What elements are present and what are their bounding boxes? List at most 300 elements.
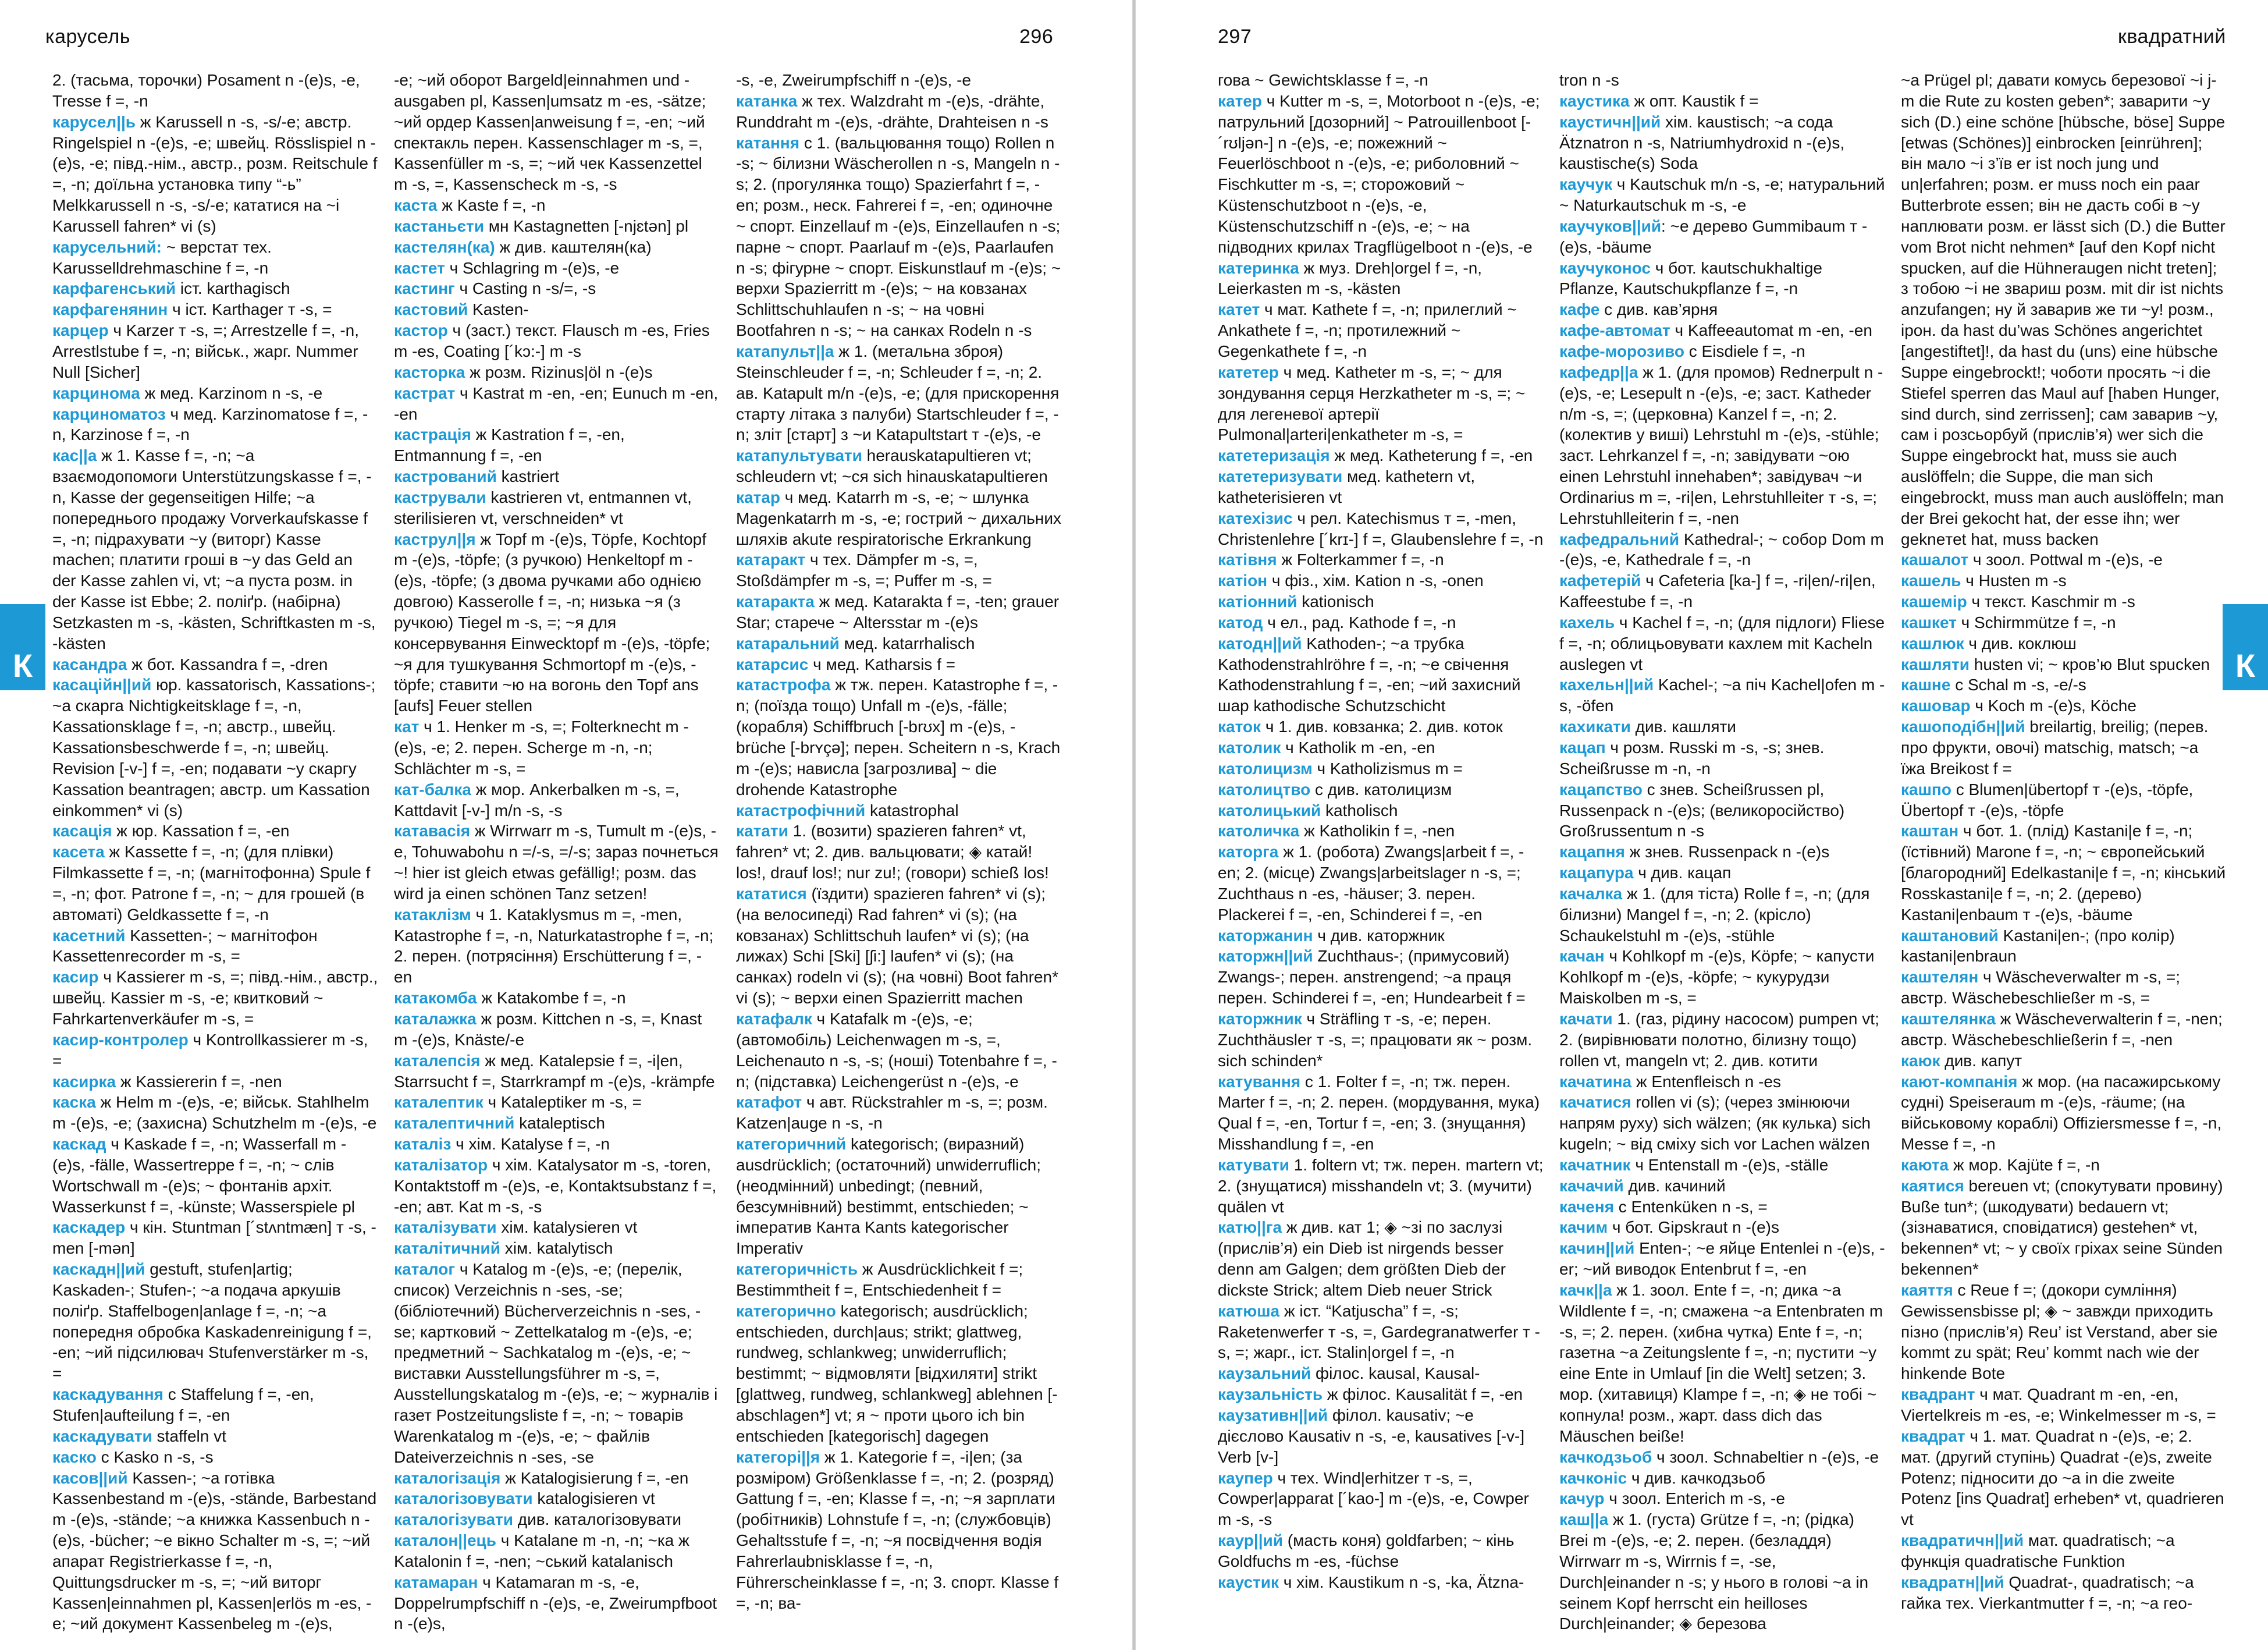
dictionary-entry [1901, 696, 2227, 716]
entry-body: ч мат. Quadrant m -en, -en, Viertelkreis m -es, -e; Winkelmesser m -s, = [1901, 1385, 2216, 1424]
entry-body: ж Entenfleisch n -es [1631, 1072, 1781, 1091]
dictionary-entry [394, 1572, 720, 1635]
entry-headword: католицизм [1218, 759, 1313, 778]
entry-body: ч ел., рад. Kathode f =, -n [1263, 613, 1456, 631]
entry-body: Kassetten-; ~ магнітофон Kassettenrecorder m -s, = [52, 926, 318, 966]
entry-headword: карцинома [52, 384, 140, 402]
entry-headword: карциноматоз [52, 404, 166, 423]
entry-headword: кастет [394, 258, 445, 277]
dictionary-entry [1901, 1155, 2227, 1176]
dictionary-entry [1559, 258, 1885, 300]
dictionary-entry [1901, 1176, 2227, 1280]
entry-headword: качатися [1559, 1093, 1631, 1112]
entry-body: ч див. коклюш [1964, 634, 2077, 652]
entry-body: ч див. каторжник [1313, 926, 1445, 945]
entry-body: ч Schlagring m -(e)s, -e [445, 258, 620, 277]
entry-headword: каскадувати [52, 1427, 152, 1445]
entry-body: с Schal m -s, -e/-s [1950, 676, 2086, 694]
entry-body: ж див. каштелян(ка) [495, 237, 652, 256]
tab-letter: К [2235, 647, 2256, 684]
entry-body: ч Katalane m -n, -n; ~ка ж Katalonin f =, -nen; ~ський katalanisch [394, 1531, 689, 1570]
dictionary-entry [52, 1468, 378, 1635]
dictionary-entry [1218, 508, 1544, 550]
dictionary-entry [1901, 925, 2227, 967]
entry-body: ж Wirrwarr m -s, Tumult m -(e)s, -e, Tohuwabohu n =/-s, =/-s; зараз почнеться ~! hier ist gleich etwas gefällig!; розм. das wird ja einen schönen Tanz setzen! [394, 822, 719, 903]
entry-headword: касандра [52, 655, 127, 673]
entry-body: ч Kutter m -s, =, Motorboot n -(e)s, -e; патрульний [дозорний] ~ Patrouillenboot [-´rʊljən-] n -(e)s, -e; пожежний ~ Feuerlöschboot n -(e)s, -e; риболовний ~ Fischkutter m -s, =; сторожовий ~ Küstenschutzboot n -(e)s, -e, Küstenschutzschiff n -(e)s, -e; ~ на підводних крилах Tragflügelboot n -(e)s, -e [1218, 91, 1540, 256]
entry-headword: каустик [1218, 1573, 1279, 1591]
dictionary-entry [1218, 1009, 1544, 1071]
dictionary-entry [52, 1030, 378, 1071]
dictionary-entry [1218, 362, 1544, 445]
entry-body: ж мор. Ankerbalken m -s, =, Kattdavit [-v-] m/n -s, -s [394, 780, 680, 819]
dictionary-entry [736, 1447, 1062, 1614]
dictionary-entry [736, 487, 1062, 550]
dictionary-entry [394, 383, 720, 425]
entry-headword: катаракт [736, 551, 806, 569]
entry-body: ж мед. Karzinom n -s, -e [140, 384, 323, 402]
entry-headword: касація [52, 822, 112, 840]
entry-headword: каталептичний [394, 1114, 515, 1133]
entry-body: ч 1. Kataklysmus m =, -men, Katastrophe f =, -n, Naturkatastrophe f =, -n; 2. перен. (потрясіння) Erschütterung f =, -en [394, 905, 714, 987]
entry-body: ж 1. Kasse f =, -n; ~а взаємодопомоги Unterstützungskasse f =, -n, Kasse der gegenseitigen Hilfe; ~а попереднього продажу Vorverkaufskasse f =, -n; підрахувати ~у (виторг) Kasse machen; платити гроші в ~у das Geld an der Kasse zahlen vi, vt; ~а пуста розм. in der Kasse ist Ebbe; 2. поліґр. (набірна) Setzkasten m -s, -kästen, Schriftkasten m -s, -kästen [52, 446, 376, 652]
dictionary-entry [394, 529, 720, 717]
dictionary-entry [1901, 591, 2227, 612]
entry-headword: каско [52, 1447, 97, 1466]
entry-body: с знев. Scheißrussen pl, Russenpack n -(e)s; (великоросійство) Großrussentum n -s [1559, 780, 1845, 840]
entry-headword: каур||ий [1218, 1531, 1283, 1550]
dict-column [1901, 70, 2227, 1613]
entry-headword: каскадн||ий [52, 1260, 145, 1279]
entry-body: ч мед. Katharsis f = [808, 655, 955, 673]
entry-body: ч тех. Dämpfer m -s, =, Stoßdämpfer m -s, =; Puffer m -s, = [736, 551, 992, 590]
entry-body: ж тж. перен. Katastrophe f =, -n; (поїзда тощо) Unfall m -(e)s, -fälle; (корабля) Schiffbruch [-brʊx] m -(e)s, -brüche [-brʏçə]; перен. Scheitern n -s, Krach m -(e)s; нависла [загрозлива] ~ die drohende Katastrophe [736, 676, 1061, 799]
entry-body: ч Katholik m -en, -en [1281, 739, 1435, 757]
dictionary-entry [1559, 362, 1885, 529]
dictionary-entry [52, 299, 378, 320]
entry-headword: катапультувати [736, 446, 862, 465]
dictionary-entry [1901, 570, 2227, 591]
entry-body: ж Katakombe f =, -n [477, 989, 626, 1007]
entry-body: Kasten- [468, 300, 529, 319]
dictionary-entry [52, 1217, 378, 1259]
entry-body: Kachel-; ~а піч Kachel|ofen m -s, -öfen [1559, 676, 1885, 715]
entry-headword: каталон||ець [394, 1531, 496, 1550]
dictionary-entry [1559, 570, 1885, 612]
entry-body: філол. kausativ; ~е дієслово Kausativ n -s, -e, kausatives [-v-] Verb [v-] [1218, 1406, 1525, 1466]
entry-headword: кашляти [1901, 655, 1970, 673]
entry-body: Kastani|en-; (про колір) kastani|enbraun [1901, 926, 2175, 966]
entry-headword: каучуконос [1559, 258, 1651, 277]
entry-headword: катувати [1218, 1155, 1289, 1174]
entry-headword: карусельний: [52, 237, 162, 256]
entry-headword: кахикати [1559, 718, 1631, 736]
entry-headword: катюша [1218, 1301, 1280, 1320]
entry-body: ч Kontrollkassierer m -s, = [52, 1030, 368, 1070]
dictionary-entry [52, 320, 378, 383]
entry-body: ж Helm m -(e)s, -e; військ. Stahlhelm m -(e)s, -e; (захисна) Schutzhelm m -(e)s, -e [52, 1093, 377, 1133]
entry-headword: качконіс [1559, 1468, 1627, 1487]
entry-headword: катафот [736, 1093, 802, 1112]
dictionary-entry [52, 112, 378, 237]
entry-body: ч Katholizismus m = [1312, 759, 1463, 778]
entry-headword: кастаньєти [394, 217, 484, 235]
entry-body: ч Katalog m -(e)s, -e; (перелік, список) Verzeichnis n -ses, -se; (бібліотечний) Bücherverzeichnis n -ses, -se; картковий ~ Zettelkatalog m -(e)s, -e; предметний ~ Sachkatalog m -(e)s, -e; ~ виставки Ausstellungsführer m -s, =, Ausstellungskatalog m -(e)s, -e; ~ журналів і газет Postzeitungsliste f =, -n; ~ товарів Warenkatalog m -(e)s, -e; ~ файлів Dateiverzeichnis n -ses, -se [394, 1260, 718, 1466]
dictionary-entry [1559, 1488, 1885, 1509]
entry-headword: каштановий [1901, 926, 1999, 945]
dict-column [394, 70, 720, 1634]
entry-headword: квадратн||ий [1901, 1573, 2004, 1591]
dictionary-entry [1218, 1405, 1544, 1468]
entry-body: ж Topf m -(e)s, Töpfe, Kochtopf m -(e)s, -töpfe; (з ручкою) Henkeltopf m -(e)s, -töpfe; (з двома ручками або однією довгою) Kasserolle f =, -n; низька ~я (з ручкою) Tiegel m -s, =; ~я для консервування Einwecktopf m -(e)s, -töpfe; ~я для тушкування Schmortopf m -(e)s, -töpfe; ставити ~ю на вогонь den Topf ans [aufs] Feuer stellen [394, 530, 710, 715]
entry-body: мн Kastagnetten [-njɛtən] pl [484, 217, 689, 235]
entry-body: юр. kassatorisch, Kassations-; ~а скарга Nichtigkeitsklage f =, -n, Kassationsklage f =, -n; австр., швейц. Kassationsbeschwerde f =, -n; швейц. Revision [-v-] f =, -en; подавати ~у скаргу Kassation beantragen; австр. um Kassation einkommen* vi (s) [52, 676, 376, 819]
entry-body: ж мед. Katheterung f =, -en [1329, 446, 1533, 465]
dictionary-entry [1901, 633, 2227, 654]
entry-headword: катаклізм [394, 905, 471, 924]
entry-headword: кацап [1559, 739, 1606, 757]
entry-headword: качалка [1559, 884, 1623, 903]
entry-body: ж філос. Kausalität f =, -en [1323, 1385, 1523, 1404]
entry-headword: кашпо [1901, 780, 1951, 799]
dictionary-entry [736, 821, 1062, 883]
entry-headword: католичка [1218, 822, 1300, 840]
entry-body: с див. католицизм [1310, 780, 1452, 799]
dictionary-entry [1218, 466, 1544, 508]
entry-body: kastrieren vt, entmannen vt, sterilisieren vt, verschneiden* vt [394, 488, 692, 527]
entry-body: ч Kachel f =, -n; (для підлоги) Fliese f =, -n; облицьовувати кахлем mit Kacheln auslegen vt [1559, 613, 1885, 673]
entry-body: ч Katafalk m -(e)s, -e; (автомобіль) Leichenwagen m -s, =, Leichenauto n -s, -s; (ноші) Totenbahre f =, -n; (підставка) Leichengerüst n -(e)s, -e [736, 1009, 1057, 1091]
entry-headword: кастрат [394, 384, 456, 402]
dictionary-entry [1901, 1384, 2227, 1426]
entry-body: с див. кав’ярня [1599, 300, 1718, 319]
entry-body: гова ~ Gewichtsklasse f =, -n [1218, 71, 1428, 89]
entry-body: с Reue f =; (докори сумління) Gewissensbisse pl; ◈ ~ завжди приходить пізно (прислів’я) Reu’ ist Verstand, aber sie kommt zu spät; Reu’ kommt nach wie der hinkende Bote [1901, 1280, 2218, 1383]
entry-body: (їздити) spazieren fahren* vi (s); (на велосипеді) Rad fahren* vi (s); (на ковзанах) Schlittschuh laufen* vi (s); (на лижах) Schi [Ski] [ʃi:] laufen* vi (s); (на санках) rodeln vi (s); (на човні) Boot fahren* vi (s); ~ верхи einen Spazierritt machen [736, 884, 1059, 1007]
entry-headword: кастелян(ка) [394, 237, 495, 256]
entry-headword: каяття [1901, 1280, 1953, 1299]
entry-body: husten vi; ~ кров’ю Blut spucken [1969, 655, 2210, 673]
entry-headword: каталогізовувати [394, 1489, 533, 1508]
entry-headword: каста [394, 196, 438, 215]
dictionary-entry [1218, 716, 1544, 737]
entry-headword: каторжник [1218, 1009, 1302, 1028]
dictionary-entry [1559, 1197, 1885, 1218]
entry-headword: категорично [736, 1301, 836, 1320]
entry-headword: катафалк [736, 1009, 812, 1028]
entry-body: 1. (газ, рідину насосом) pumpen vt; 2. (вирівнювати полотно, білизну тощо) rollen vt, mangeln vt; 2. див. котити [1559, 1009, 1879, 1070]
entry-body: с Blumen|übertopf т -(e)s, -töpfe, Übertopf т -(e)s, -töpfe [1901, 780, 2194, 819]
entry-headword: квадрат [1901, 1427, 1965, 1445]
entry-body: ж бот. Kassandra f =, -dren [127, 655, 328, 673]
entry-body: katalogisieren vt [532, 1489, 655, 1508]
entry-body: ч зоол. Pottwal m -(e)s, -e [1968, 551, 2163, 569]
entry-headword: кастрація [394, 425, 471, 444]
entry-headword: каучук [1559, 175, 1612, 194]
entry-body: ж опт. Kaustik f = [1629, 91, 1759, 110]
entry-body: ч Kohlkopf m -(e)s, Köpfe; ~ капусти Kohlkopf m -(e)s, -köpfe; ~ кукурудзи Maiskolben m -s, = [1559, 947, 1875, 1007]
entry-body: kastriert [496, 467, 560, 486]
entry-headword: карусел||ь [52, 112, 136, 131]
entry-body: ч Casting n -s/=, -s [454, 279, 596, 298]
dictionary-entry [1901, 967, 2227, 1009]
entry-body: Kathoden-; ~а трубка Kathodenstrahlröhre f =, -n; ~е свічення Kathodenstrahlung f =, -en; ~ий захисний шар kathodische Schutzschicht [1218, 634, 1521, 715]
entry-headword: касетний [52, 926, 126, 945]
dictionary-entry [394, 466, 720, 487]
dictionary-entry [736, 1092, 1062, 1134]
dictionary-entry [736, 445, 1062, 487]
dictionary-entry [394, 988, 720, 1009]
entry-headword: кашкет [1901, 613, 1957, 631]
dictionary-entry [1559, 1238, 1885, 1280]
entry-headword: каскадування [52, 1385, 164, 1404]
entry-body: ч Katamaran m -s, -e, Doppelrumpfschiff n -(e)s, -e, Zweirumpfboot n -(e)s, [394, 1573, 717, 1633]
entry-body: мед. katarrhalisch [839, 634, 975, 652]
entry-body: ж 1. (густа) Grütze f =, -n; (рідка) Brei m -(e)s, -e; 2. перен. (безладдя) Wirrwarr m -s, Wirrnis f =, -se, Durch|einander n -s; у нього в голові ~а in seinem Kopf herrscht ein heilloses Durch|einander; ◈ березова [1559, 1510, 1869, 1633]
entry-headword: категорі||я [736, 1447, 820, 1466]
dictionary-entry [736, 633, 1062, 654]
entry-body: ч хім. Kaustikum n -s, -ka, Ätzna- [1278, 1573, 1524, 1591]
entry-headword: качан [1559, 947, 1605, 966]
entry-body: ж 1. зоол. Ente f =, -n; дика ~а Wildlente f =, -n; смажена ~а Entenbraten m -s, =; 2. перен. (хибна чутка) Ente f =, -n; газетна ~а Zeitungslente f =, -n; пустити ~у eine Ente in Umlauf [in die Welt] setzen; 3. мор. (хитавиця) Klampe f =, -n; ◈ не тобі ~ копнула! розм., жарт. dass dich das Mäuschen beiße! [1559, 1280, 1883, 1445]
dict-column [1559, 70, 1885, 1634]
dictionary-entry [52, 237, 378, 279]
entry-body: herauskatapultieren vt; schleudern vt; ~ся sich hinauskatapultieren [736, 446, 1048, 486]
entry-headword: кахель [1559, 613, 1615, 631]
entry-headword: качин||ий [1559, 1239, 1635, 1258]
entry-headword: каштелянка [1901, 1009, 1996, 1028]
entry-headword: катаракта [736, 592, 815, 611]
book-spine [1132, 0, 1136, 1650]
dictionary-entry [52, 1071, 378, 1092]
dictionary-entry [1218, 633, 1544, 716]
entry-headword: карфагенянин [52, 300, 168, 319]
entry-body: Quadrat-, quadratisch; ~а гайка тех. Vierkantmutter f =, -n; ~а гео- [1901, 1573, 2194, 1612]
dictionary-entry [394, 195, 720, 216]
entry-body: ч 1. Henker m -s, =; Folterknecht m -(e)s, -e; 2. перен. Scherge m -n, -n; Schlächter m -s, = [394, 718, 689, 778]
dictionary-entry [394, 1468, 720, 1489]
entry-headword: касов||ий [52, 1468, 128, 1487]
entry-headword: каскад [52, 1135, 106, 1154]
dictionary-entry [52, 821, 378, 842]
entry-headword: кашемір [1901, 592, 1967, 611]
dictionary-entry [394, 258, 720, 279]
entry-headword: кастовий [394, 300, 468, 319]
dictionary-entry [1218, 591, 1544, 612]
entry-headword: катю||га [1218, 1218, 1282, 1237]
dictionary-entry [1218, 1468, 1544, 1531]
dictionary-entry [736, 883, 1062, 1009]
entry-body: ж мор. Kajüte f =, -n [1949, 1155, 2100, 1174]
entry-body: tron n -s [1559, 71, 1619, 89]
dictionary-entry [1218, 549, 1544, 570]
entry-body: bereuen vt; (спокутувати провину) Buße tun*; (шкодувати) bedauern vt; (зізнаватися, сповідатися) gestehen* vt, bekennen* vt; ~ у своїх гріхах seine Sünden bekennen* [1901, 1176, 2223, 1279]
entry-body: ~а Prügel pl; давати комусь березової ~і j-m die Rute zu kosten geben*; заварити ~у sich (D.) eine schöne [hübsche, böse] Suppe [etwas (Schönes)] einbrocken [einrühren]; він мало ~і з’їв er ist noch jung und un|erfahren; розм. er muss noch ein paar Butterbrote essen; він не дасть собі в ~у наплювати розм. er lässt sich (D.) die Butter vom Brot nicht nehmen* [auf den Kopf nicht spucken, auf die Hühneraugen nicht treten]; з тобою ~і не звариш розм. mit dir ist nichts anzufangen; ну й заварив же ти ~у! розм., ірон. da hast du’was Schönes angerichtet [angestiftet]!, da hast du (uns) eine hübsche Suppe eingebrockt!; чоботи просять ~і die Stiefel sperren das Maul auf [haben Hunger, sind durch, sind zerrissen]; сам заварив ~у, сам і розсьорбуй (прислів’я) wer sich die Suppe eingebrockt hat, muss sie auch auslöffeln; die Suppe, die man sich eingebrockt, muss man auch auslöffeln; man der Brei gekocht hat, der esse ihn; wer gekneтet hat, muss backen [1901, 71, 2226, 548]
entry-headword: катетер [1218, 363, 1279, 381]
entry-body: ж 1. (для тіста) Rolle f =, -n; (для білизни) Mangel f =, -n; 2. (крісло) Schaukelstuhl m -(e)s, -stühle [1559, 884, 1870, 945]
entry-body: ч тех. Wind|erhitzer т -s, =, Cowper|apparat [´kao-] m -(e)s, -e, Cowper m -s, -s [1218, 1468, 1529, 1529]
dict-column [52, 70, 378, 1634]
entry-body: ж Kassiererin f =, -nen [116, 1072, 282, 1091]
entry-body: rollen vi (s); (через змінюючи напрям руху) sich wälzen; (як кулька) sich kugeln; ~ від сміху sich vor Lachen wälzen [1559, 1093, 1871, 1154]
entry-headword: катапульт||а [736, 342, 834, 360]
entry-body: Kathedral-; ~ собор Dom m -(e)s, -e, Kathedrale f =, -n [1559, 530, 1884, 569]
entry-body: ч див. качкодзьоб [1627, 1468, 1766, 1487]
dictionary-entry [394, 1259, 720, 1467]
dictionary-entry [1559, 91, 1885, 112]
dictionary-entry [1218, 758, 1544, 779]
dictionary-entry [52, 925, 378, 967]
entry-headword: каталізатор [394, 1155, 488, 1174]
entry-body: ч Schirmmütze f =, -n [1956, 613, 2116, 631]
dictionary-entry [1901, 549, 2227, 570]
dictionary-entry [1559, 299, 1885, 320]
entry-body: ч Wäscheverwalter m -s, =; австр. Wäschebeschließer m -s, = [1901, 968, 2181, 1007]
entry-body: 2. (тасьма, торочки) Posament n -(e)s, -e, Tresse f =, -n [52, 71, 360, 110]
dictionary-entry [394, 1092, 720, 1113]
entry-headword: катіонний [1218, 592, 1297, 611]
dictionary-entry [1559, 70, 1885, 91]
entry-body: Kassen-; ~а готівка Kassenbestand m -(e)s, -stände, Barbestand m -(e)s, -stände; ~а книжка Kassenbuch n -(e)s, -bücher; ~е вікно Schalter m -s, =; ~ий апарат Registrierkasse f =, -n, Quittungsdrucker m -s, =; ~ий виторг Kassen|einnahmen pl, Kassen|erlös m -es, -e; ~ий документ Kassenbeleg m -(e)s, [52, 1468, 377, 1633]
entry-headword: катамаран [394, 1573, 478, 1591]
entry-body: ж тех. Walzdraht m -(e)s, -drähte, Runddraht m -(e)s, -drähte, Drahteisen n -s [736, 91, 1048, 131]
entry-headword: католицтво [1218, 780, 1311, 799]
entry-headword: кашовар [1901, 697, 1971, 715]
entry-headword: кахельн||ий [1559, 676, 1654, 694]
entry-body: ж Folterkammer f =, -n [1277, 551, 1444, 569]
entry-headword: катати [736, 822, 788, 840]
dictionary-entry [394, 821, 720, 904]
dict-column [736, 70, 1062, 1613]
dictionary-entry [1559, 675, 1885, 716]
entry-headword: кацапня [1559, 843, 1625, 861]
page-number-right: 297 [1218, 26, 1252, 48]
dictionary-entry [394, 1113, 720, 1134]
dictionary-entry [1218, 445, 1544, 466]
entry-headword: католицький [1218, 801, 1321, 819]
entry-headword: каталептик [394, 1093, 484, 1112]
dictionary-entry [394, 1217, 720, 1238]
dictionary-entry [736, 1134, 1062, 1259]
thumb-index-tab-left [0, 604, 45, 690]
entry-body: ч фіз., хім. Kation n -s, -onen [1267, 572, 1484, 590]
dictionary-entry [1559, 716, 1885, 737]
entry-headword: катеринка [1218, 258, 1299, 277]
dictionary-entry [1218, 70, 1544, 91]
entry-headword: качатник [1559, 1155, 1631, 1174]
entry-body: -e; ~ий оборот Bargeld|einnahmen und -ausgaben pl, Kassen|umsatz m -es, -sätze; ~ий ордер Kassen|anweisung f =, -en; ~ий спектакль перен. Kassenschlager m -s, =, Kassenfüller m -s, =; ~ий чек Kassenzettel m -s, =, Kassenscheck m -s, -s [394, 71, 706, 194]
entry-body: ч (заст.) текст. Flausch m -es, Fries m -es, Coating [´kɔ:-] m -s [394, 321, 710, 360]
entry-headword: каталітичний [394, 1239, 500, 1258]
entry-body: ж мор. (на пасажирському судні) Speiseraum m -(e)s, -räume; (на військовому кораблі) Offiziersmesse f =, -n, Messe f =, -n [1901, 1072, 2222, 1154]
entry-headword: катер [1218, 91, 1262, 110]
dictionary-entry [736, 1009, 1062, 1092]
entry-headword: квадратичн||ий [1901, 1531, 2024, 1550]
dictionary-entry [394, 1488, 720, 1509]
entry-headword: катівня [1218, 551, 1277, 569]
entry-headword: каюк [1901, 1051, 1940, 1070]
entry-body: ж 1. (робота) Zwangs|arbeit f =, -en; 2. (місце) Zwangs|arbeitslager n -s, =; Zuchthaus n -es, -häuser; 3. перен. Plackerei f =, -en, Schinderei f =, -en [1218, 843, 1524, 924]
dictionary-entry [1218, 612, 1544, 633]
dictionary-entry [1218, 1301, 1544, 1364]
dictionary-entry [1901, 1009, 2227, 1051]
entry-headword: каскадер [52, 1218, 126, 1237]
entry-body: (масть коня) goldfarben; ~ кінь Goldfuchs m -es, -füchse [1218, 1531, 1515, 1570]
dictionary-entry [1559, 174, 1885, 216]
dictionary-entry [1218, 1071, 1544, 1155]
entry-body: с Kasko n -s, -s [96, 1447, 214, 1466]
dictionary-entry [736, 675, 1062, 800]
entry-body: kategorisch; (виразний) ausdrücklich; (остаточний) unwiderruflich; (неодмінний) unbedingt; (певний, безсумнівний) bestimmt, entschieden; ~ імператив Канта Kants kategorischer Imperativ [736, 1135, 1041, 1258]
entry-headword: качачий [1559, 1176, 1624, 1195]
entry-headword: квадрант [1901, 1385, 1975, 1404]
dictionary-entry [52, 675, 378, 821]
entry-body: ч Entenstall m -(e)s, -ställe [1630, 1155, 1829, 1174]
entry-body: див. каталогізовувати [513, 1510, 682, 1529]
entry-headword: качур [1559, 1489, 1605, 1508]
dictionary-entry [1218, 925, 1544, 946]
entry-headword: кашне [1901, 676, 1951, 694]
entry-headword: кашель [1901, 572, 1961, 590]
entry-headword: касир [52, 968, 99, 987]
dictionary-entry [1218, 737, 1544, 758]
dictionary-entry [736, 800, 1062, 821]
dictionary-entry [394, 487, 720, 529]
entry-headword: катехізис [1218, 509, 1293, 527]
dictionary-entry [1901, 1280, 2227, 1384]
dictionary-entry [52, 654, 378, 675]
entry-body: ж знев. Russenpack n -(e)s [1624, 843, 1830, 861]
entry-headword: каустичн||ий [1559, 112, 1661, 131]
dictionary-entry [52, 70, 378, 112]
dictionary-entry [52, 383, 378, 404]
dictionary-entry [52, 1259, 378, 1384]
entry-body: хім. katalysieren vt [496, 1218, 638, 1237]
entry-headword: каторжанин [1218, 926, 1313, 945]
entry-headword: кататися [736, 884, 807, 903]
entry-headword: кас||а [52, 446, 97, 465]
entry-headword: катарсис [736, 655, 809, 673]
entry-body: ч бот. kautschukhaltige Pflanze, Kautschukpflanze f =, -n [1559, 258, 1822, 298]
dictionary-entry [1559, 1217, 1885, 1238]
entry-body: katholisch [1321, 801, 1398, 819]
entry-body: 1. foltern vt; тж. перен. martern vt; 2. (знущатися) misshandeln vt; 3. (мучити) quälen vt [1218, 1155, 1544, 1216]
dictionary-entry [394, 237, 720, 258]
entry-headword: качкодзьоб [1559, 1447, 1652, 1466]
dictionary-entry [736, 341, 1062, 445]
tab-letter: К [12, 647, 33, 684]
dictionary-entry [1559, 320, 1885, 341]
entry-body: Enten-; ~е яйце Entenlei n -(e)s, -er; ~ий виводок Entenbrut f =, -en [1559, 1239, 1885, 1279]
entry-headword: каталогізувати [394, 1510, 513, 1529]
entry-headword: каторга [1218, 843, 1279, 861]
entry-headword: каузальний [1218, 1364, 1311, 1383]
entry-headword: касторка [394, 363, 465, 381]
dictionary-entry [1218, 570, 1544, 591]
dictionary-entry [736, 1301, 1062, 1447]
entry-body: ч Kaffeeautomat m -en, -en [1670, 321, 1872, 340]
entry-body: ж 1. (для промов) Rednerpult n -(e)s, -e; Lesepult n -(e)s, -e; заст. Katheder n/m -s, =; (церковна) Kanzel f =, -n; 2. (колектив у виші) Lehrstuhl m -(e)s, -stühle; заст. Lehrkanzel f =, -n; завідувати ~ою einen Lehrstuhl innehaben*; завідувач ~и Ordinarius m =, -ri|en, Lehrstuhlleiter т -s, =; Lehrstuhlleiterin f =, -nen [1559, 363, 1883, 527]
entry-headword: каталогізація [394, 1468, 501, 1487]
dictionary-entry [736, 1259, 1062, 1301]
dictionary-entry [1218, 299, 1544, 362]
entry-headword: категоричний [736, 1135, 847, 1154]
entry-body: ч текст. Kaschmir m -s [1967, 592, 2135, 611]
entry-body: ч бот. Gipskraut n -(e)s [1608, 1218, 1779, 1237]
entry-headword: каталажка [394, 1009, 477, 1028]
entry-body: ч рел. Katechismus т =, -men, Christenlehre [´krɪ-] f =, Glaubenslehre f =, -n [1218, 509, 1544, 548]
entry-headword: кафе-автомат [1559, 321, 1670, 340]
